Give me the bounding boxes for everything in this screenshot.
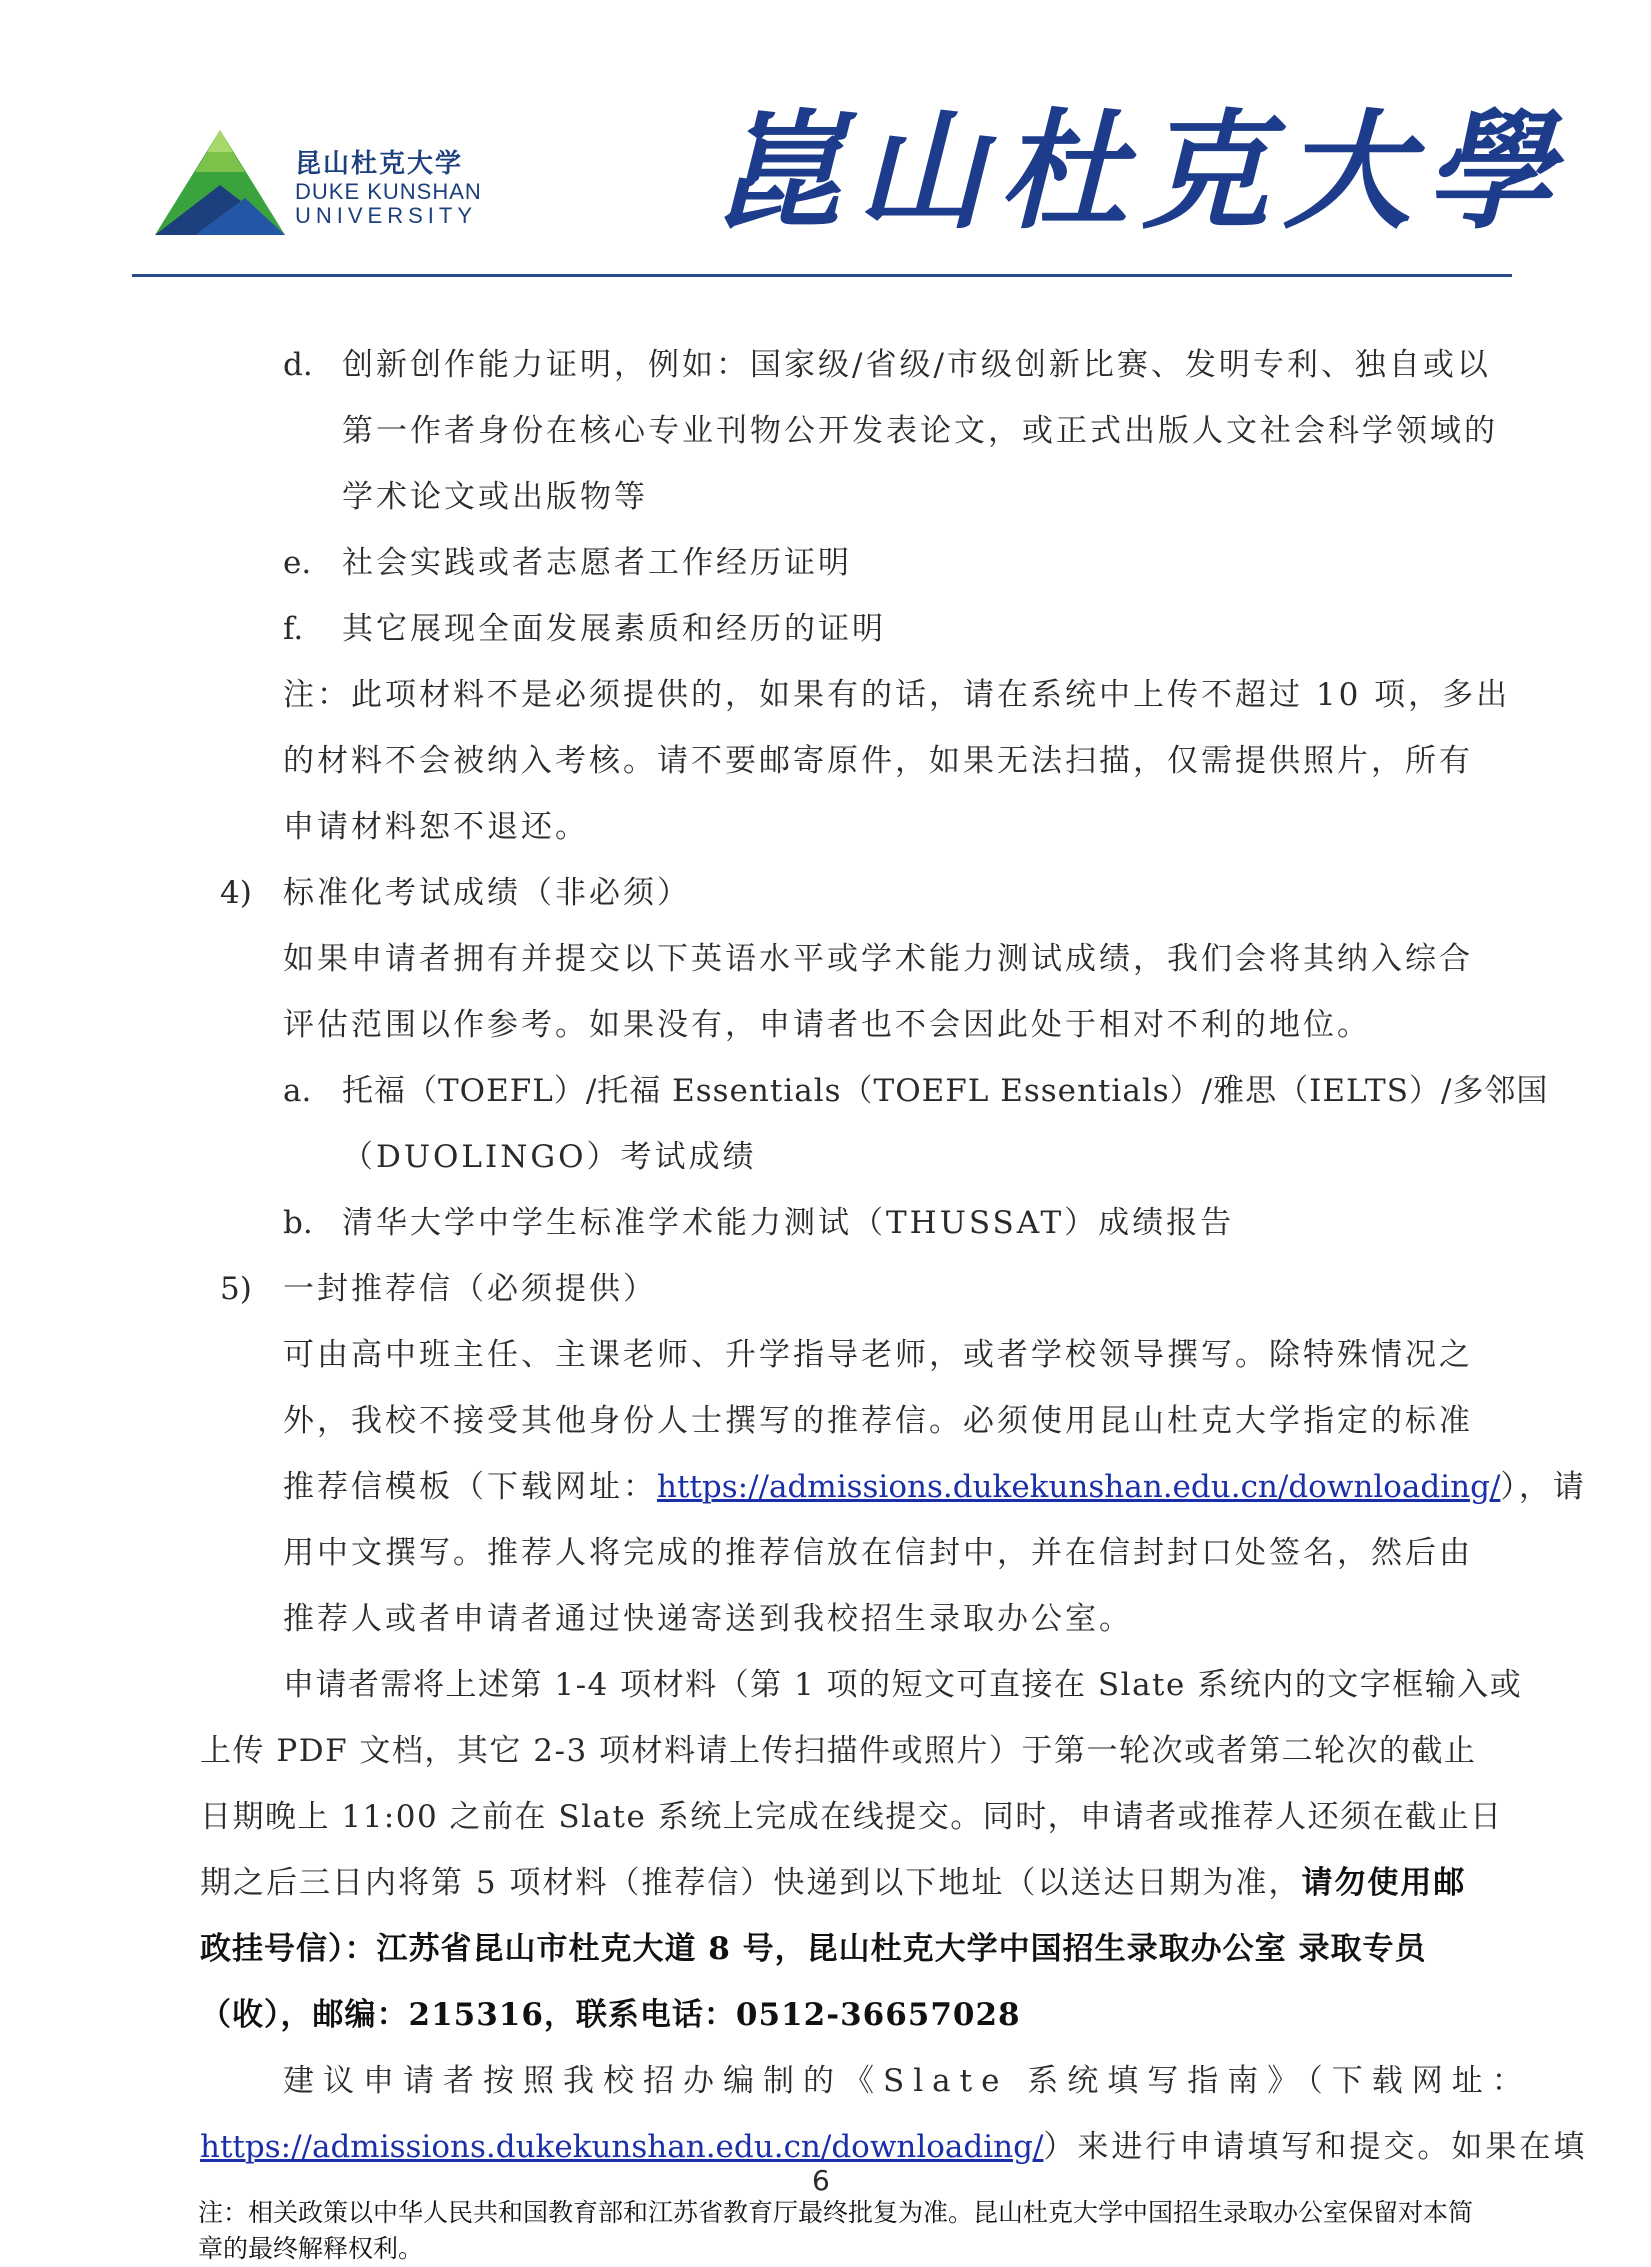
logo-wordmark [295, 148, 515, 228]
mountain-logo-icon [155, 130, 285, 240]
guide-line1: 建议申请者按照我校招办编制的《Slate 系统填写指南》（下载网址： [283, 2063, 1532, 2099]
logo-english-line2: UNIVERSITY [295, 203, 478, 228]
section5-para-line3 [283, 1467, 1587, 1507]
section5-title: 一封推荐信（必须提供） [283, 1271, 657, 1307]
item-d-marker: d. [283, 347, 313, 383]
item-d-line1: 创新创作能力证明，例如：国家级/省级/市级创新比赛、发明专利、独自或以 [342, 347, 1491, 383]
item-a-line2: （DUOLINGO）考试成绩 [342, 1139, 757, 1175]
section5-line3-suffix: ），请 [1500, 1469, 1587, 1505]
section4-para-line2: 评估范围以作参考。如果没有，申请者也不会因此处于相对不利的地位。 [283, 1007, 1371, 1043]
submission-line2: 上传 PDF 文档，其它 2-3 项材料请上传扫描件或照片）于第一轮次或者第二轮次的截止 [200, 1733, 1477, 1769]
footer-note-line1: 注：相关政策以中华人民共和国教育部和江苏省教育厅最终批复为准。昆山杜克大学中国招生录取办公室保留对本简 [198, 2198, 1474, 2227]
note-line3: 申请材料恕不退还。 [283, 809, 589, 845]
section5-para-line1: 可由高中班主任、主课老师、升学指导老师，或者学校领导撰写。除特殊情况之 [283, 1337, 1473, 1373]
slate-guide-link[interactable]: https://admissions.dukekunshan.edu.cn/downloading/ [200, 2129, 1044, 2165]
submission-line3: 日期晚上 11:00 之前在 Slate 系统上完成在线提交。同时，申请者或推荐人还须在截止日 [200, 1799, 1503, 1835]
page-header [0, 0, 1651, 285]
section5-para-line5: 推荐人或者申请者通过快递寄送到我校招生录取办公室。 [283, 1601, 1133, 1637]
item-b-text: 清华大学中学生标准学术能力测试（THUSSAT）成绩报告 [342, 1205, 1235, 1241]
item-d-line3: 学术论文或出版物等 [342, 479, 648, 515]
item-e-marker: e. [283, 545, 312, 581]
section5-para-line2: 外，我校不接受其他身份人士撰写的推荐信。必须使用昆山杜克大学指定的标准 [283, 1403, 1473, 1439]
item-e-text: 社会实践或者志愿者工作经历证明 [342, 545, 852, 581]
dku-logo [155, 130, 495, 245]
submission-contact: （收），邮编：215316，联系电话：0512-36657028 [200, 1997, 1021, 2033]
item-f-text: 其它展现全面发展素质和经历的证明 [342, 611, 886, 647]
guide-line2 [200, 2127, 1587, 2167]
item-a-line1: 托福（TOEFL）/托福 Essentials（TOEFL Essentials）/雅思（IELTS）/多邻国 [342, 1073, 1549, 1109]
calligraphy-title: 崑山杜克大學 [715, 97, 1568, 247]
submission-line4-bold: 请勿使用邮 [1301, 1865, 1467, 1901]
submission-line1: 申请者需将上述第 1-4 项材料（第 1 项的短文可直接在 Slate 系统内的文字框输入或 [283, 1667, 1523, 1703]
submission-line4 [200, 1863, 1466, 1903]
logo-english-line1: DUKE KUNSHAN [295, 179, 482, 204]
guide-line2-suffix: ）来进行申请填写和提交。如果在填 [1043, 2129, 1588, 2165]
note-line1: 注：此项材料不是必须提供的，如果有的话，请在系统中上传不超过 10 项，多出 [283, 677, 1511, 713]
section5-marker: 5) [220, 1271, 252, 1307]
section4-title: 标准化考试成绩（非必须） [283, 875, 691, 911]
submission-address: 政挂号信）：江苏省昆山市杜克大道 8 号，昆山杜克大学中国招生录取办公室 录取专员 [200, 1931, 1427, 1967]
logo-chinese-name: 昆山杜克大学 [295, 149, 464, 179]
footer-note-line2: 章的最终解释权利。 [198, 2234, 424, 2263]
item-d-line2: 第一作者身份在核心专业刊物公开发表论文，或正式出版人文社会科学领域的 [342, 413, 1498, 449]
item-b-marker: b. [283, 1205, 313, 1241]
item-a-marker: a. [283, 1073, 312, 1109]
recommendation-template-link[interactable]: https://admissions.dukekunshan.edu.cn/downloading/ [657, 1469, 1501, 1505]
item-f-marker: f. [283, 611, 304, 647]
submission-line4-normal: 期之后三日内将第 5 项材料（推荐信）快递到以下地址（以送达日期为准， [200, 1865, 1302, 1901]
section5-line3-prefix: 推荐信模板（下载网址： [283, 1469, 657, 1505]
note-line2: 的材料不会被纳入考核。请不要邮寄原件，如果无法扫描，仅需提供照片，所有 [283, 743, 1473, 779]
page-number: 6 [812, 2164, 830, 2197]
header-divider [132, 274, 1512, 277]
section4-para-line1: 如果申请者拥有并提交以下英语水平或学术能力测试成绩，我们会将其纳入综合 [283, 941, 1473, 977]
section5-para-line4: 用中文撰写。推荐人将完成的推荐信放在信封中，并在信封封口处签名，然后由 [283, 1535, 1473, 1571]
section4-marker: 4) [220, 875, 252, 911]
